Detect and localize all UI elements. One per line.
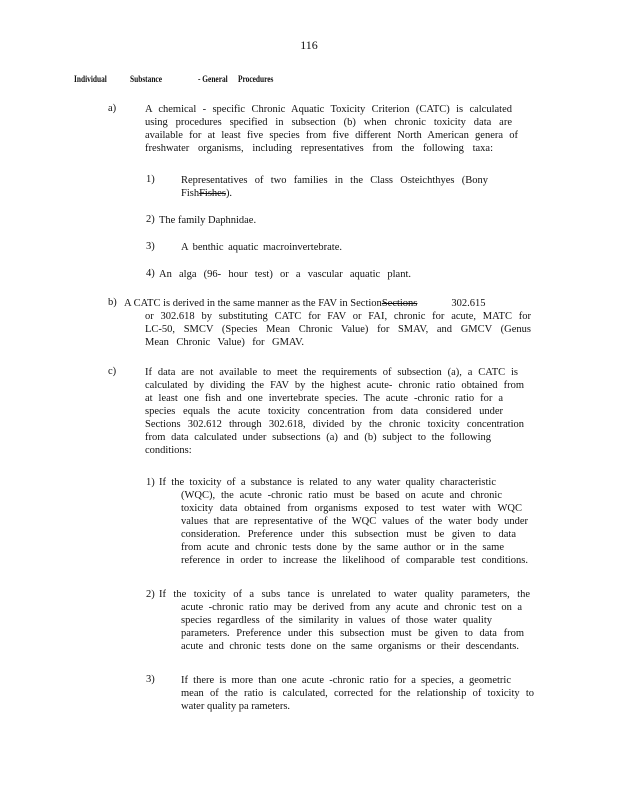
item-c1-label: 1) [146,477,155,488]
section-c-line-2: calculated by dividing the FAV by the highest acute- chronic ratio obtained from [145,380,524,391]
item-a3-label: 3) [146,241,155,252]
section-c-label: c) [108,366,117,377]
header-substance: Substance [130,74,162,84]
item-c1-line-2: toxicity data obtained from organisms exposed to test water with WQC [181,503,522,514]
item-a2-text: The family Daphnidae. [159,215,257,226]
section-b-struck-sections: Sections [381,298,418,309]
item-c3-line-3: water quality pa rameters. [181,701,291,712]
item-a1-line-2 [181,187,232,200]
item-a4-label: 4) [146,268,155,279]
section-b-text-b: 302.615 [451,298,486,309]
section-c-line-4: species equals the acute toxicity concentration from data considered under [145,406,503,417]
item-a4-text: An alga (96- hour test) or a vascular aquatic plant. [159,269,411,280]
item-c1-line-6: reference in order to increase the likelihood of comparable test conditions. [181,555,528,566]
section-c-line-1: If data are not available to meet the requirements of subsection (a), a CATC is [145,367,518,378]
section-b-line-4: Mean Chronic Value) for GMAV. [145,337,304,348]
section-a-line-1: A chemical - specific Chronic Aquatic Toxicity Criterion (CATC) is calculated [145,104,512,115]
section-c-line-5: Sections 302.612 through 302.618, divided by the chronic toxicity concentration [145,419,524,430]
item-a1-struck-fishes: Fishes [199,188,226,199]
section-b-line-1 [124,297,486,310]
section-b-label: b) [108,297,117,308]
item-c2-line-1: acute -chronic ratio may be derived from any acute and chronic test on a [181,602,522,613]
item-a2-label: 2) [146,214,155,225]
item-c2-label: 2) [146,589,155,600]
item-c3-label: 3) [146,674,155,685]
item-a1-end: ). [225,188,233,199]
item-a3-text: A benthic aquatic macroinvertebrate. [181,242,342,253]
section-c-line-3: at least one fish and one invertebrate species. The acute -chronic ratio for a [145,393,503,404]
item-c1-line-1: (WQC), the acute -chronic ratio must be based on acute and chronic [181,490,502,501]
section-a-label: a) [108,103,117,114]
item-a1-fish: Fish [181,188,200,199]
item-c3-line-2: mean of the ratio is calculated, corrected for the relationship of toxicity to [181,688,534,699]
item-c2-first: If the toxicity of a subs tance is unrelated to water quality parameters, the [159,589,530,600]
item-c2-line-4: acute and chronic tests done on the same organisms or their descendants. [181,641,519,652]
page-number: 116 [300,38,318,52]
item-a1-label: 1) [146,174,155,185]
section-a-line-4: freshwater organisms, including representatives from the following taxa: [145,143,493,154]
item-a1-line-1: Representatives of two families in the Class Osteichthyes (Bony [181,175,488,186]
item-c1-line-3: values that are representative of the WQC values of the water body under [181,516,528,527]
item-c3-line-1: If there is more than one acute -chronic ratio for a species, a geometric [181,675,511,686]
item-c1-line-4: consideration. Preference under this subsection must be given to data [181,529,516,540]
item-c1-line-5: from acute and chronic tests done by the same author or in the same [181,542,504,553]
section-a-line-2: using procedures specified in subsection (b) when chronic toxicity data are [145,117,512,128]
section-b-line-2: or 302.618 by substituting CATC for FAV or FAI, chronic for acute, MATC for [145,311,531,322]
item-c2-line-2: species regardless of the similarity in values of those water quality [181,615,492,626]
section-b-line-3: LC-50, SMCV (Species Mean Chronic Value) for SMAV, and GMCV (Genus [145,324,531,335]
header-individual: Individual [74,74,107,84]
item-c2-line-3: parameters. Preference under this subsection must be given to data from [181,628,524,639]
header-general: - General [198,74,228,84]
section-c-line-7: conditions: [145,445,192,456]
item-c1-first: If the toxicity of a substance is related to any water quality characteristic [159,477,496,488]
header-procedures: Procedures [238,74,274,84]
section-b-text-a: A CATC is derived in the same manner as the FAV in Section [124,298,382,309]
section-c-line-6: from data calculated under subsections (a) and (b) subject to the following [145,432,491,443]
section-a-line-3: available for at least five species from five different North American genera of [145,130,518,141]
